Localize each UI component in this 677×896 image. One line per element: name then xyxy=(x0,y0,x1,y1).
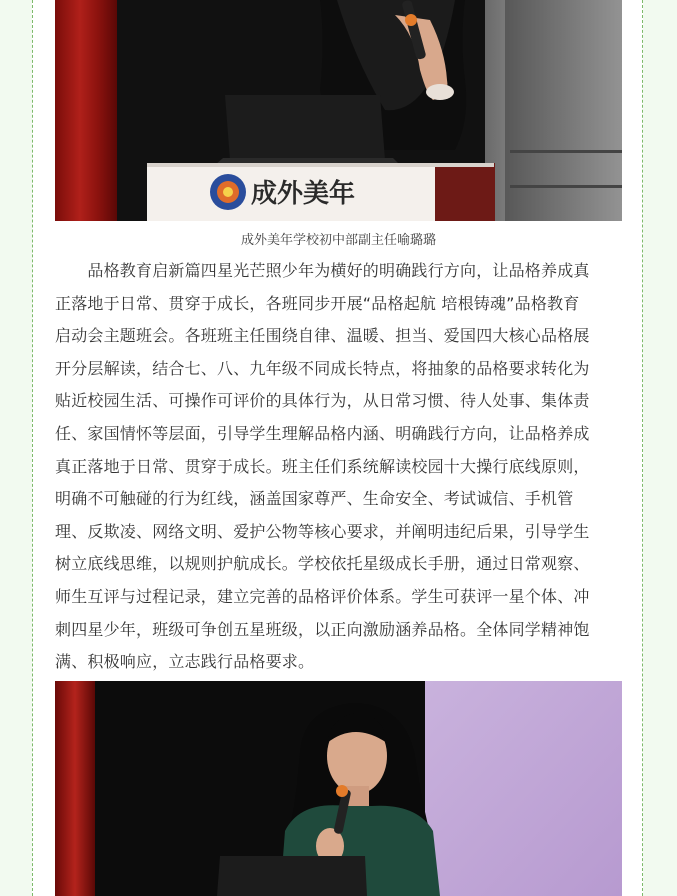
speaker-photo-1 xyxy=(55,0,622,221)
article-line: 树立底线思维，以规则护航成长。学校依托星级成长手册，通过日常观察、 xyxy=(55,554,590,574)
article-line: 开分层解读，结合七、八、九年级不同成长特点，将抽象的品格要求转化为 xyxy=(55,358,590,378)
article-line: 明确不可触碰的行为红线，涵盖国家尊严、生命安全、考试诚信、手机管 xyxy=(55,489,574,509)
article-line: 品格教育启新篇四星光芒照少年为横好的明确践行方向，让品格养成真 xyxy=(55,261,590,280)
speaker-photo-2 xyxy=(55,681,622,896)
article-line: 启动会主题班会。各班班主任围绕自律、温暖、担当、爱国四大核心品格展 xyxy=(55,326,590,346)
speaker-photo-1-image xyxy=(55,0,622,221)
article-line: 真正落地于日常、贯穿于成长。班主任们系统解读校园十大操行底线原则， xyxy=(55,456,590,476)
podium-text: 成外美年 xyxy=(251,179,356,209)
article-frame xyxy=(32,0,643,896)
article-line: 正落地于日常、贯穿于成长，各班同步开展“品格起航 培根铸魂”品格教育 xyxy=(55,293,580,313)
article-line: 贴近校园生活、可操作可评价的具体行为，从日常习惯、待人处事、集体责 xyxy=(55,391,590,411)
speaker-photo-2-image xyxy=(55,681,622,896)
article-line: 满、积极响应，立志践行品格要求。 xyxy=(55,652,315,672)
article-line: 刺四星少年，班级可争创五星班级，以正向激励涵养品格。全体同学精神饱 xyxy=(55,619,590,639)
article-body xyxy=(55,255,624,679)
article-line: 理、反欺凌、网络文明、爱护公物等核心要求，并阐明违纪后果，引导学生 xyxy=(55,521,590,541)
article-line: 师生互评与过程记录，建立完善的品格评价体系。学生可获评一星个体、冲 xyxy=(55,586,590,606)
article-line: 任、家国情怀等层面，引导学生理解品格内涵、明确践行方向，让品格养成 xyxy=(55,423,590,443)
photo-caption: 成外美年学校初中部副主任喻璐璐 xyxy=(240,233,436,248)
